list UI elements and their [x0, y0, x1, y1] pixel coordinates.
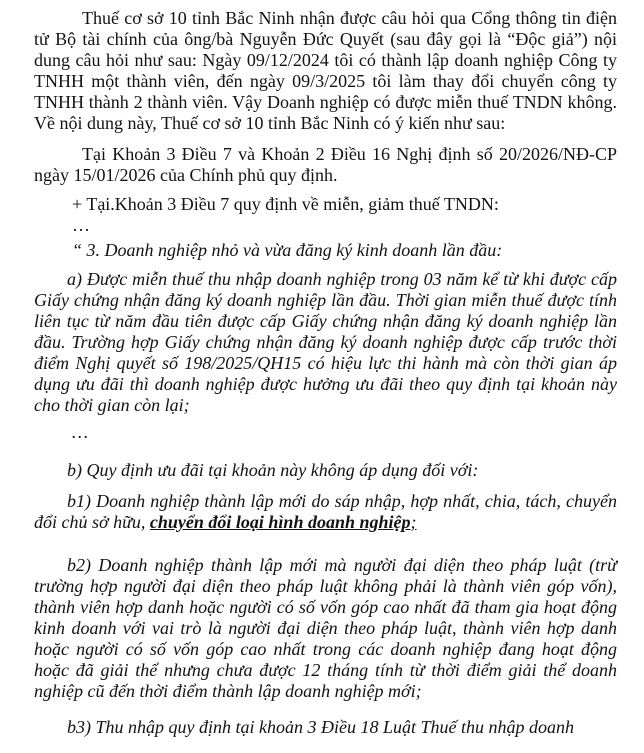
- point-b3-paragraph: b3) Thu nhập quy định tại khoản 3 Điều 18 Luật Thuế thu nhập doanh: [67, 717, 574, 737]
- ellipsis-2: …: [72, 422, 89, 442]
- legal-basis-paragraph: Tại Khoản 3 Điều 7 và Khoản 2 Điều 16 Nghị định số 20/2026/NĐ-CP ngày 15/01/2026 của Chính phủ quy định.: [34, 144, 617, 185]
- point-b-paragraph: b) Quy định ưu đãi tại khoản này không áp dụng đối với:: [67, 460, 479, 480]
- intro-paragraph: Thuế cơ sở 10 tỉnh Bắc Ninh nhận được câu hỏi qua Cổng thông tin điện tử Bộ tài chính của ông/bà Nguyễn Đức Quyết (sau đây gọi là “Độc giả”) nội dung câu hỏi như sau: Ngày 09/12/2024 tôi có thành lập doanh nghiệp Công ty TNHH một thành viên, đến ngày 09/3/2025 tôi làm thay đổi chuyển công ty TNHH thành 2 thành viên. Vậy Doanh nghiệp có được miễn thuế TNDN không. Về nội dung này, Thuế cơ sở 10 tỉnh Bắc Ninh có ý kiến như sau:: [34, 8, 617, 133]
- point-b2-paragraph: b2) Doanh nghiệp thành lập mới mà người đại diện theo pháp luật (trừ trường hợp người đại diện theo pháp luật không phải là thành viên góp vốn), thành viên hợp danh hoặc người có số vốn góp cao nhất đã tham gia hoạt động kinh doanh với vai trò là người đại diện theo pháp luật, thành viên hợp danh hoặc người có số vốn góp cao nhất trong các doanh nghiệp đang hoạt động hoặc đã giải thể nhưng chưa được 12 tháng tính từ thời điểm giải thể doanh nghiệp cũ đến thời điểm thành lập doanh nghiệp mới;: [34, 555, 617, 701]
- point-b1-text: b1) Doanh nghiệp thành lập mới do sáp nhập, hợp nhất, chia, tách, chuyển đổi chủ sở hữu,: [34, 491, 617, 532]
- point-b1-punctuation: ;: [410, 512, 417, 532]
- clause-heading: + Tại.Khoản 3 Điều 7 quy định về miễn, giảm thuế TNDN:: [72, 194, 499, 214]
- point-a-paragraph: a) Được miễn thuế thu nhập doanh nghiệp trong 03 năm kể từ khi được cấp Giấy chứng nhận đăng ký doanh nghiệp lần đầu. Thời gian miễn thuế được tính liên tục từ năm đầu tiên được cấp Giấy chứng nhận đăng ký doanh nghiệp lần đầu. Trường hợp Giấy chứng nhận đăng ký doanh nghiệp được cấp trước thời điểm Nghị quyết số 198/2025/QH15 có hiệu lực thi hành mà còn thời gian áp dụng ưu đãi thì doanh nghiệp được hưởng ưu đãi theo quy định tại khoản này cho thời gian còn lại;: [34, 269, 617, 415]
- ellipsis-1: …: [72, 215, 90, 235]
- point-b1-paragraph: [34, 491, 617, 533]
- point-b1-emphasis: chuyển đổi loại hình doanh nghiệp: [149, 512, 411, 532]
- quoted-section-heading: “ 3. Doanh nghiệp nhỏ và vừa đăng ký kinh doanh lần đầu:: [72, 240, 503, 260]
